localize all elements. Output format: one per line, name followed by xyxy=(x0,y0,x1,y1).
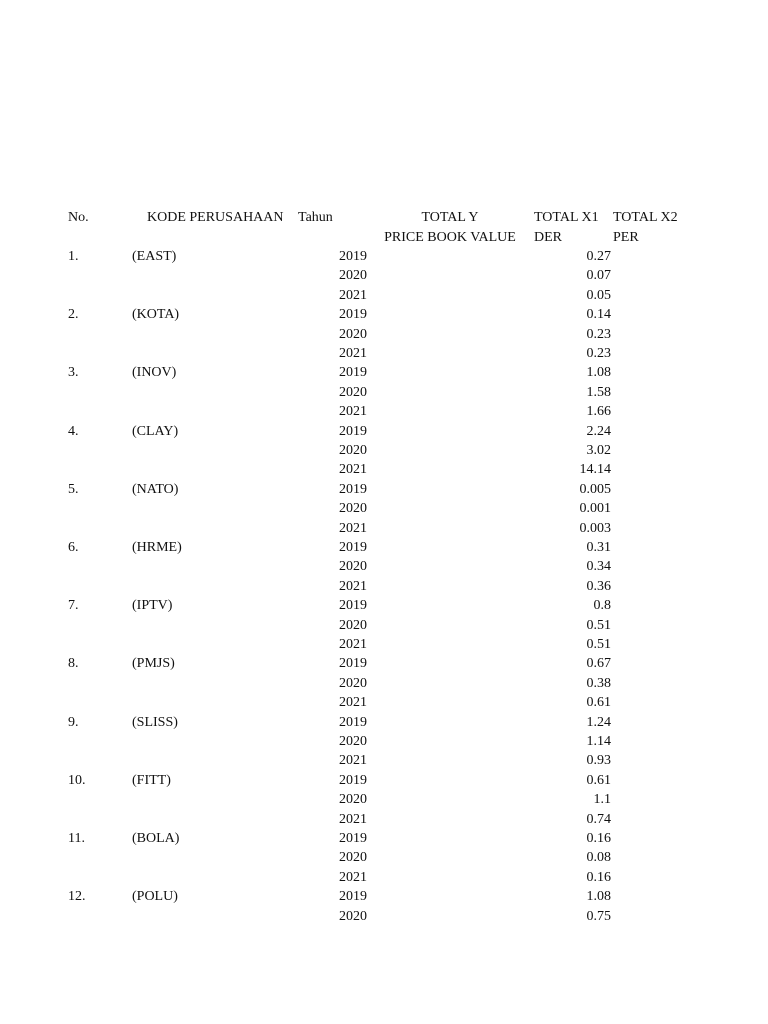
row-no: 10. xyxy=(68,772,86,788)
table-row xyxy=(0,616,768,635)
row-tahun: 2019 xyxy=(339,481,367,497)
header-per: PER xyxy=(613,230,639,245)
row-no: 2. xyxy=(68,307,79,323)
row-der: 0.14 xyxy=(586,307,611,323)
table-row xyxy=(0,693,768,712)
row-tahun: 2021 xyxy=(339,695,367,711)
row-tahun: 2019 xyxy=(339,249,367,264)
row-tahun: 2019 xyxy=(339,365,367,381)
row-no: 8. xyxy=(68,656,79,672)
row-tahun: 2019 xyxy=(339,423,367,439)
row-der: 0.23 xyxy=(586,326,611,342)
row-der: 0.75 xyxy=(586,908,611,924)
row-der: 3.02 xyxy=(586,443,611,458)
row-der: 1.14 xyxy=(586,734,611,749)
row-tahun: 2021 xyxy=(339,404,367,420)
row-kode: (SLISS) xyxy=(132,714,178,730)
table-row xyxy=(0,596,768,615)
row-der: 0.8 xyxy=(593,598,611,614)
row-der: 0.74 xyxy=(586,811,611,827)
row-der: 1.08 xyxy=(586,889,611,905)
row-tahun: 2019 xyxy=(339,831,367,846)
table-row xyxy=(0,519,768,538)
table-row xyxy=(0,480,768,499)
row-kode: (BOLA) xyxy=(132,831,180,846)
table-row xyxy=(0,460,768,479)
table-row xyxy=(0,771,768,790)
table-row xyxy=(0,305,768,324)
table-row xyxy=(0,383,768,402)
row-tahun: 2019 xyxy=(339,307,367,323)
table-row xyxy=(0,713,768,732)
table-row xyxy=(0,441,768,460)
row-der: 2.24 xyxy=(586,423,611,439)
row-der: 0.93 xyxy=(586,753,611,769)
row-no: 12. xyxy=(68,889,86,905)
row-tahun: 2020 xyxy=(339,617,367,633)
row-tahun: 2019 xyxy=(339,772,367,788)
row-der: 0.23 xyxy=(586,346,611,361)
table-row xyxy=(0,829,768,848)
row-tahun: 2021 xyxy=(339,578,367,594)
row-der: 0.67 xyxy=(586,656,611,672)
table-row xyxy=(0,674,768,693)
row-no: 1. xyxy=(68,249,79,264)
table-row xyxy=(0,325,768,344)
row-kode: (INOV) xyxy=(132,365,177,381)
table-row xyxy=(0,635,768,654)
row-tahun: 2021 xyxy=(339,869,367,885)
row-der: 0.05 xyxy=(586,287,611,303)
row-kode: (POLU) xyxy=(132,889,178,905)
table-row xyxy=(0,266,768,285)
header-total-y: TOTAL Y xyxy=(421,210,479,225)
header-total-x1: TOTAL X1 xyxy=(534,210,599,225)
row-tahun: 2021 xyxy=(339,462,367,478)
table-row xyxy=(0,538,768,557)
row-der: 0.001 xyxy=(579,501,611,517)
row-no: 9. xyxy=(68,714,79,730)
row-tahun: 2020 xyxy=(339,675,367,691)
row-tahun: 2021 xyxy=(339,346,367,361)
row-der: 0.16 xyxy=(586,869,611,885)
row-tahun: 2021 xyxy=(339,287,367,303)
table-row xyxy=(0,363,768,382)
row-tahun: 2020 xyxy=(339,268,367,284)
row-tahun: 2021 xyxy=(339,637,367,652)
table-row xyxy=(0,732,768,751)
table-row xyxy=(0,344,768,363)
table-row xyxy=(0,499,768,518)
table-row xyxy=(0,577,768,596)
header-tahun: Tahun xyxy=(298,210,333,225)
row-der: 1.66 xyxy=(586,404,611,420)
row-tahun: 2020 xyxy=(339,326,367,342)
row-tahun: 2019 xyxy=(339,889,367,905)
row-tahun: 2020 xyxy=(339,559,367,575)
row-der: 0.07 xyxy=(586,268,611,284)
row-der: 1.1 xyxy=(593,792,611,808)
row-kode: (CLAY) xyxy=(132,423,179,439)
row-der: 0.36 xyxy=(586,578,611,594)
row-no: 11. xyxy=(68,831,85,846)
row-der: 0.003 xyxy=(579,520,611,536)
row-no: 5. xyxy=(68,481,79,497)
row-kode: (EAST) xyxy=(132,249,177,264)
row-tahun: 2021 xyxy=(339,811,367,827)
row-der: 0.005 xyxy=(579,481,611,497)
row-der: 1.24 xyxy=(586,714,611,730)
row-no: 3. xyxy=(68,365,79,381)
row-tahun: 2020 xyxy=(339,792,367,808)
row-no: 4. xyxy=(68,423,79,439)
header-kode-perusahaan: KODE PERUSAHAAN xyxy=(147,210,284,225)
table-row xyxy=(0,422,768,441)
table-row xyxy=(0,247,768,266)
row-kode: (NATO) xyxy=(132,481,179,497)
table-row xyxy=(0,557,768,576)
row-der: 0.16 xyxy=(586,831,611,846)
row-der: 0.51 xyxy=(586,637,611,652)
row-tahun: 2020 xyxy=(339,850,367,866)
row-tahun: 2019 xyxy=(339,714,367,730)
row-tahun: 2019 xyxy=(339,540,367,555)
row-der: 0.34 xyxy=(586,559,611,575)
row-kode: (HRME) xyxy=(132,540,182,555)
row-tahun: 2019 xyxy=(339,598,367,614)
row-der: 0.08 xyxy=(586,850,611,866)
table-row xyxy=(0,907,768,926)
row-no: 7. xyxy=(68,598,79,614)
row-tahun: 2021 xyxy=(339,753,367,769)
row-kode: (PMJS) xyxy=(132,656,175,672)
row-der: 0.38 xyxy=(586,675,611,691)
table-row xyxy=(0,868,768,887)
row-tahun: 2021 xyxy=(339,520,367,536)
header-price-book-value: PRICE BOOK VALUE xyxy=(384,230,516,245)
header-der: DER xyxy=(534,230,562,245)
row-der: 0.61 xyxy=(586,772,611,788)
row-kode: (KOTA) xyxy=(132,307,180,323)
table-row xyxy=(0,810,768,829)
row-tahun: 2020 xyxy=(339,501,367,517)
row-kode: (IPTV) xyxy=(132,598,173,614)
row-der: 0.31 xyxy=(586,540,611,555)
row-kode: (FITT) xyxy=(132,772,171,788)
row-der: 0.61 xyxy=(586,695,611,711)
table-row xyxy=(0,286,768,305)
row-tahun: 2020 xyxy=(339,908,367,924)
row-tahun: 2020 xyxy=(339,734,367,749)
row-tahun: 2020 xyxy=(339,443,367,458)
row-der: 0.27 xyxy=(586,249,611,264)
row-der: 14.14 xyxy=(579,462,611,478)
table-row xyxy=(0,790,768,809)
row-der: 1.08 xyxy=(586,365,611,381)
table-row xyxy=(0,848,768,867)
row-no: 6. xyxy=(68,540,79,555)
table-row xyxy=(0,751,768,770)
header-total-x2: TOTAL X2 xyxy=(613,210,678,225)
row-tahun: 2019 xyxy=(339,656,367,672)
row-tahun: 2020 xyxy=(339,384,367,400)
row-der: 0.51 xyxy=(586,617,611,633)
header-no: No. xyxy=(68,210,89,225)
table-row xyxy=(0,887,768,906)
table-row xyxy=(0,654,768,673)
row-der: 1.58 xyxy=(586,384,611,400)
table-row xyxy=(0,402,768,421)
